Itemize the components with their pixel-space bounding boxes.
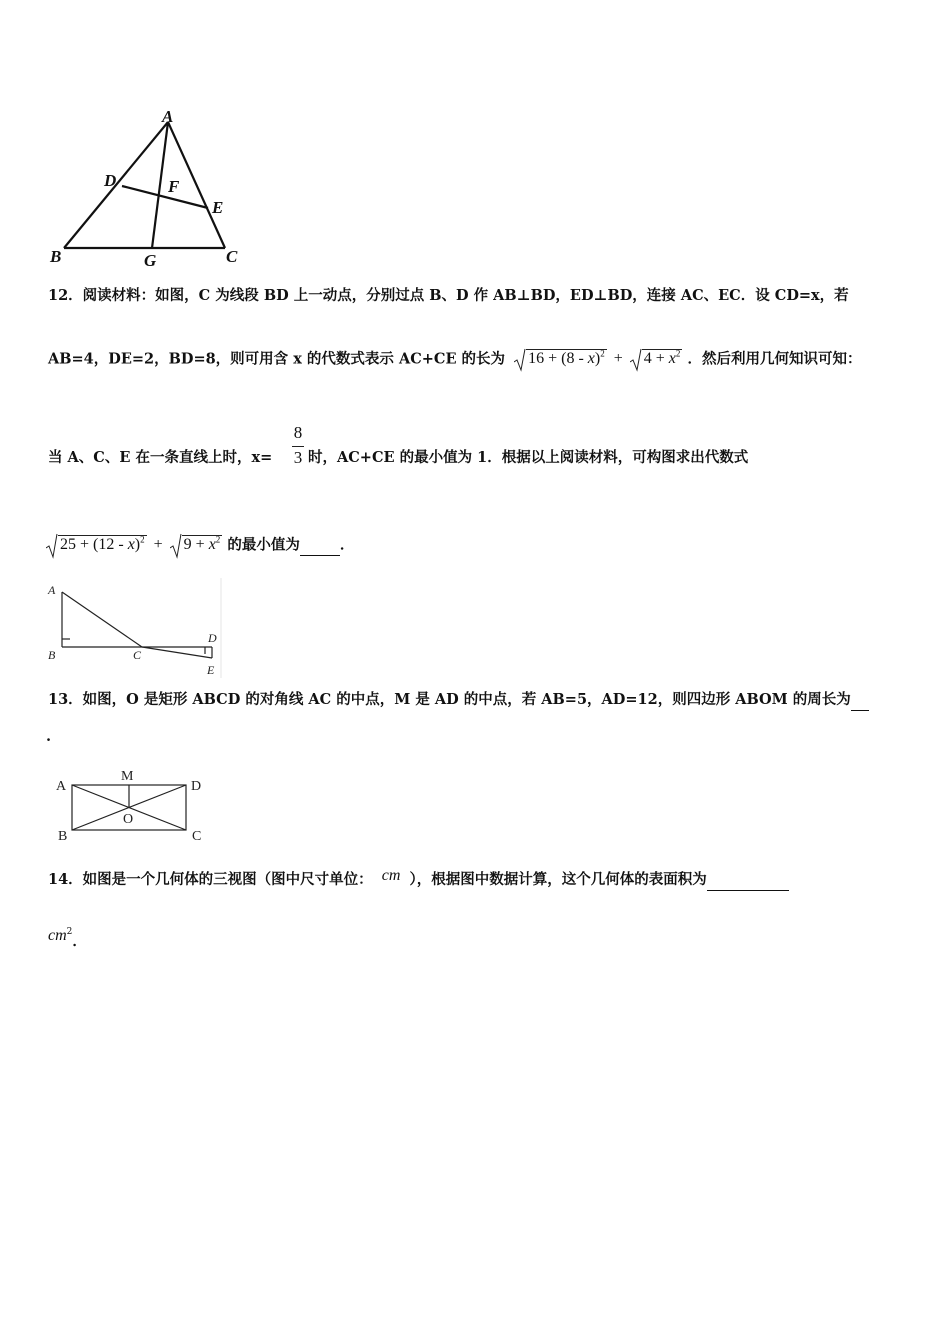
expr1-part-c: 4 + <box>643 350 669 368</box>
q12-line2 <box>48 344 861 372</box>
label-c: C <box>192 829 202 844</box>
label-d: D <box>104 171 117 190</box>
label-a: A <box>56 779 67 794</box>
label-d: D <box>191 779 202 794</box>
expr1-part-b: ) <box>594 350 601 368</box>
expr1-var2: x <box>668 350 676 368</box>
q12-line2-suffix: ．然后利用几何知识可知： <box>687 350 862 368</box>
expr2-var: x <box>127 536 135 554</box>
unit-exponent: 2 <box>66 927 73 937</box>
label-c: C <box>226 247 238 266</box>
q13-line2: . <box>46 728 52 745</box>
answer-blank[interactable] <box>707 870 789 891</box>
label-o: O <box>123 812 134 827</box>
label-b: B <box>58 829 68 844</box>
rectangle-figure <box>50 765 220 845</box>
label-g: G <box>144 251 157 270</box>
label-a: A <box>48 583 56 597</box>
expr2-plus: + <box>153 536 163 554</box>
segment-ag <box>152 122 168 248</box>
answer-blank[interactable] <box>851 690 869 711</box>
q13-line1 <box>48 690 869 711</box>
radical-sign <box>630 348 642 372</box>
q12-line3-prefix: 当 A、C、E 在一条直线上时，x= <box>48 449 273 466</box>
q12-line2-prefix: AB=4，DE=2，BD=8，则可用含 x 的代数式表示 AC+CE 的长为 <box>48 350 506 368</box>
sqrt-expression-1 <box>514 344 682 372</box>
unit-cm: cm <box>381 867 401 884</box>
q14-end: ． <box>72 933 87 950</box>
expr1-exponent: 2 <box>600 349 605 359</box>
label-b: B <box>50 247 62 266</box>
label-m: M <box>121 769 134 784</box>
q12-line4-end: ． <box>339 536 355 554</box>
label-e: E <box>212 198 224 217</box>
expr2-var2: x <box>208 536 216 554</box>
fraction-denominator: 3 <box>293 448 303 467</box>
expr2-exponent2: 2 <box>215 535 221 545</box>
expr1-plus: + <box>613 350 623 368</box>
sqrt-expression-2 <box>46 530 222 559</box>
radical-sign <box>46 533 58 559</box>
answer-blank[interactable] <box>300 535 340 556</box>
segment-ce <box>142 647 212 658</box>
radical-sign <box>170 533 182 559</box>
q14-line2 <box>48 926 87 948</box>
label-f: F <box>168 177 180 196</box>
expr2-exponent: 2 <box>140 535 145 545</box>
q12-line4 <box>46 530 354 559</box>
construction-figure <box>42 578 224 678</box>
q13-text: 13．如图，O 是矩形 ABCD 的对角线 AC 的中点，M 是 AD 的中点，若 AB=5，AD=12，则四边形 ABOM 的周长为 <box>48 691 851 708</box>
expr2-part-a: 25 + (12 - <box>60 536 128 554</box>
fraction-bar <box>292 446 304 447</box>
q14-suffix: ），根据图中数据计算，这个几何体的表面积为 <box>409 871 707 888</box>
label-a: A <box>162 107 174 126</box>
expr1-part-a: 16 + (8 - <box>528 350 588 368</box>
expr2-part-b: ) <box>134 536 141 554</box>
label-c: C <box>133 648 142 662</box>
label-b: B <box>48 648 56 662</box>
q12-line1: 12．阅读材料：如图，C 为线段 BD 上一动点，分别过点 B、D 作 AB⊥BD，ED⊥BD，连接 AC、EC．设 CD=x，若 <box>48 287 849 304</box>
radical-sign <box>514 348 526 372</box>
q14-line1 <box>48 867 789 891</box>
triangle-figure <box>40 100 260 272</box>
fraction-numerator: 8 <box>293 423 303 442</box>
expr1-var: x <box>587 350 595 368</box>
segment-ac <box>62 592 142 647</box>
label-d: D <box>208 631 217 645</box>
q12-line3-suffix: 时，AC+CE 的最小值为 1．根据以上阅读材料，可构图求出代数式 <box>308 449 749 466</box>
label-e: E <box>207 663 215 677</box>
unit-cm-squared: cm <box>48 927 67 944</box>
q12-line4-suffix: 的最小值为 <box>227 536 300 554</box>
expr1-exponent2: 2 <box>675 349 681 359</box>
segment-de <box>122 186 208 208</box>
expr2-part-c: 9 + <box>183 536 209 554</box>
q14-prefix: 14．如图是一个几何体的三视图（图中尺寸单位： <box>48 871 373 888</box>
